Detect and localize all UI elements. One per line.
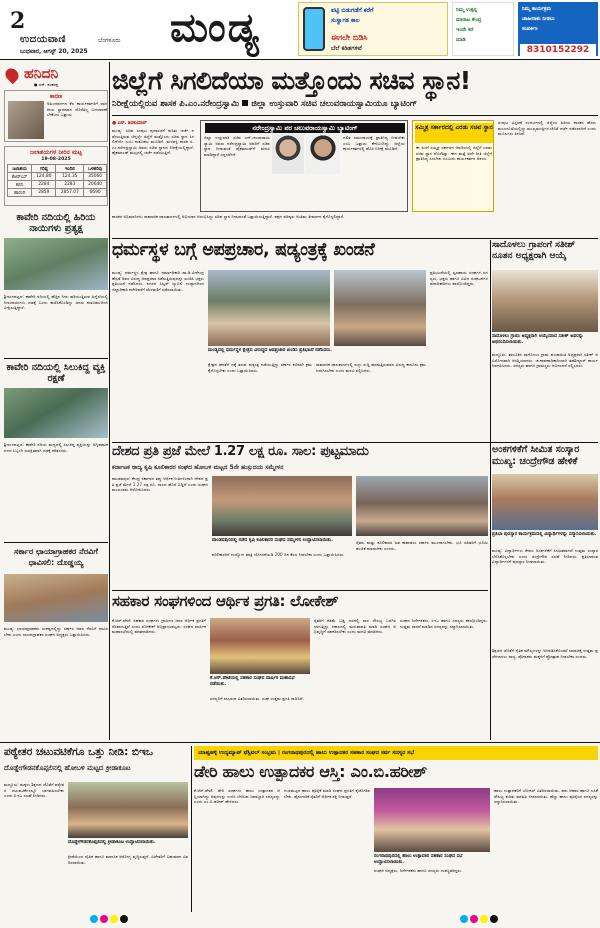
reservoir-title: ಜಲಾಶಯಗಳ ನೀರಿನ ಮಟ್ಟ	[29, 149, 83, 156]
coop-text: ರೈತರಿಗೆ ಕಡಿಮೆ ಬಡ್ಡಿ ದರದಲ್ಲಿ ಸಾಲ ಸೌಲಭ್ಯ ಒದಗಿಸಲಾಗುತ್ತಿದ್ದು ಸಕಾಲದಲ್ಲಿ ಮರುಪಾವತಿ ಮಾಡಿ ಸಂಘದ ಅಭಿವೃದ್ಧಿಗೆ ಸಹಕರಿಸಬೇಕು ಎಂದು ಮನವಿ ಮಾಡಿದರು.	[314, 618, 396, 635]
table-row	[8, 181, 107, 189]
lead-text: ಮಂಡ್ಯ: ಸಚಿವ ಸಂಪುಟ ಪುನಾರಚನೆ ಕುರಿತು ಚರ್ಚೆ ನಡೆಯುತ್ತಿರುವ ಬೆನ್ನಲ್ಲೇ ಜಿಲ್ಲೆಗೆ ಮತ್ತೊಂದು ಸಚಿವ ಸ್ಥಾನ ಸಿಗಲಿದೆಯೇ ಎಂಬ ಕುತೂಹಲ ಮೂಡಿದೆ. ಮಳವಳ್ಳಿ ಶಾಸಕ ಪಿ.ಎಂ.ನರೇಂದ್ರಸ್ವಾಮಿ ಅವರು ಸಚಿವ ಸ್ಥಾನದ ನಿರೀಕ್ಷೆಯಲ್ಲಿದ್ದಾರೆ. ಹೈಕಮಾಂಡ್ ಮಟ್ಟದಲ್ಲಿ ಚರ್ಚೆ ನಡೆಯುತ್ತಿದೆ.	[112, 128, 194, 156]
bottom-left-headline: ಪಠ್ಯೇತರ ಚಟುವಟಿಕೆಗೂ ಒತ್ತು ನೀಡಿ: ಬಿಇಒ	[4, 746, 153, 758]
paper-name: ಉದಯವಾಣಿ	[20, 34, 66, 45]
debt-caption: ಪಾಂಡವಪುರದಲ್ಲಿ ನಡೆದ ಕೃಷಿ ಕೂಲಿಕಾರರ ಸಂಘದ ಸಮ್ಮೇಳನ ಉದ್ಘಾಟಿಸಲಾಯಿತು.	[212, 538, 333, 543]
coop-text: ಸಂಘದ ನಿರ್ದೇಶಕರು, ಸಿಇಒ ಹಾಗೂ ಸದಸ್ಯರು ಪಾಲ್ಗೊಂಡಿದ್ದರು. ಉತ್ತಮ ಸಾಧನೆ ಮಾಡಿದ ಸದಸ್ಯರನ್ನು ಸನ್ಮಾನಿಸಲಾಯಿತು.	[400, 618, 488, 629]
magenta-registration-dot	[100, 915, 108, 923]
bottom-left-subheadline: ದೊಡ್ಡೇಗೌಡನಕೊಪ್ಪಲಿನಲ್ಲಿ ಹೋಬಳಿ ಮಟ್ಟದ ಕ್ರೀಡಾಕೂಟ	[4, 764, 131, 772]
ank-caption: ಪ್ರತಿಭಾ ಪುರಸ್ಕಾರ ಕಾರ್ಯಕ್ರಮದಲ್ಲಿ ವಿದ್ಯಾರ್ಥಿಗಳನ್ನು ಸನ್ಮಾನಿಸಲಾಯಿತು.	[492, 532, 597, 537]
divider	[112, 238, 598, 239]
inset-title: ಸಮ್ಮಿಶ್ರ ಸರ್ಕಾರದಲ್ಲಿ ಎರಡು ಸಚಿವ ಸ್ಥಾನ	[415, 123, 493, 143]
reservoir-box	[4, 146, 108, 206]
advert-line: ಈಗಲೇ ಬಿಡಿಸಿ	[331, 33, 368, 42]
lead-box-text: ದಲಿತ ಸಮುದಾಯಕ್ಕೆ ಪ್ರಾತಿನಿಧ್ಯ ನೀಡಬೇಕು ಎಂಬ ಒತ್ತಾಯ ಕೇಳಿಬಂದಿದ್ದು ಜಿಲ್ಲೆಯ ಕಾರ್ಯಕರ್ತರಲ್ಲಿ ಹೊಸ ನಿರೀಕ್ಷೆ ಮೂಡಿದೆ.	[343, 135, 405, 152]
coop-meeting-photo	[210, 618, 310, 674]
sadolu-headline: ಸಾದೊಳಲು ಗ್ರಾಪಂಗೆ ಸತೀಶ್ ನೂತನ ಅಧ್ಯಕ್ಷರಾಗಿ ಆಯ್ಕೆ	[492, 240, 576, 261]
magenta-registration-dot	[470, 915, 478, 923]
dharma-caption: ಮಂಡ್ಯದಲ್ಲಿ ಧರ್ಮಸ್ಥಳ ಕ್ಷೇತ್ರದ ವಿರುದ್ಧದ ಅಪಪ್ರಚಾರ ಖಂಡಿಸಿ ಪ್ರತಿಭಟನೆ ನಡೆಸಿದರು.	[208, 348, 332, 353]
table-header: ಒಳಹರಿವು	[84, 165, 107, 173]
dharma-headline: ಧರ್ಮಸ್ಥಳ ಬಗ್ಗೆ ಅಪಪ್ರಚಾರ, ಷಡ್ಯಂತ್ರಕ್ಕೆ ಖಂಡನೆ	[112, 240, 375, 260]
karana-title: ಕಾರಣ	[49, 93, 63, 100]
yellow-registration-dot	[480, 915, 488, 923]
lead-text-right: ಸಂಪುಟ ವಿಸ್ತರಣೆ ಸಂದರ್ಭದಲ್ಲಿ ಜಿಲ್ಲೆಯ ಹಿರಿಯ ಶಾಸಕರ ಹೆಸರು ಮುಂಚೂಣಿಯಲ್ಲಿದ್ದು ಮುಖ್ಯಮಂತ್ರಿಗಳ ಜೊತೆ ಚರ್ಚೆ ನಡೆಸಲಾಗಿದೆ ಎಂದು ಮೂಲಗಳು ತಿಳಿಸಿವೆ.	[498, 120, 596, 137]
debt-subheadline: ಕರ್ನಾಟಕ ರಾಜ್ಯ ಕೃಷಿ ಕೂಲಿಕಾರರ ಸಂಘದ ಹೋಬಳಿ ಮಟ್ಟದ 5ನೇ ಹುಸ್ಸುದಯ ಸಮ್ಮೇಳನ	[112, 464, 284, 471]
divider	[112, 590, 488, 591]
advert-phone	[298, 2, 448, 56]
advert-line: ಮಾಡಿ	[456, 37, 466, 43]
table-row	[8, 173, 107, 181]
cyan-registration-dot	[90, 915, 98, 923]
table-cell: 2857.07	[56, 189, 84, 197]
portrait-chaluvarayaswamy	[306, 134, 340, 174]
sidebar-story2-headline: ಕಾವೇರಿ ನದಿಯಲ್ಲಿ ಸಿಲುಕಿದ್ದ ವ್ಯಕ್ತಿ ರಕ್ಷಣೆ	[6, 362, 106, 384]
phone-icon	[303, 7, 325, 51]
table-header-row	[8, 165, 107, 173]
bottom-text: ಕ್ರೀಡೆಯಿಂದ ದೈಹಿಕ ಹಾಗೂ ಮಾನಸಿಕ ಆರೋಗ್ಯ ವೃದ್ಧಿಸುತ್ತದೆ. ವಿಜೇತರಿಗೆ ಬಹುಮಾನ ವಿತರಿಸಲಾಯಿತು.	[68, 854, 188, 865]
audience-photo	[356, 476, 488, 536]
bottom-text: ಮದ್ದೂರು: ಮಕ್ಕಳು ಶಿಕ್ಷಣದ ಜೊತೆಗೆ ಪಠ್ಯೇತರ ಚಟುವಟಿಕೆಗಳಲ್ಲೂ ಭಾಗವಹಿಸಬೇಕು ಎಂದು ಬಿಇಒ ಸಲಹೆ ನೀಡಿದರು.	[4, 782, 64, 799]
table-header: ಇಂದಿನ	[56, 165, 84, 173]
dharma-text: ಸಾಮಾಜಿಕ ಜಾಲತಾಣಗಳಲ್ಲಿ ಸುಳ್ಳು ಸುದ್ದಿ ಹರಡುತ್ತಿರುವವರ ವಿರುದ್ಧ ಕಾನೂನು ಕ್ರಮ ಜರುಗಿಸಬೇಕು ಎಂದು ಮನವಿ ಸಲ್ಲಿಸಿದರು.	[316, 362, 426, 373]
black-registration-dot	[120, 915, 128, 923]
photographers-photo	[4, 574, 108, 622]
sidebar-story3-headline: ಸರ್ಕಾರ ಛಾಯಾಗ್ರಾಹಕರ ನೆರವಿಗೆ ಧಾವಿಸಲಿ: ದೊಡ್ಡಯ್ಯ	[14, 547, 98, 567]
bottom-text: ಹಾಲು ಉತ್ಪಾದಕರಿಗೆ ಬೋನಸ್ ವಿತರಿಸಲಾಯಿತು. ಪಶು ಆಹಾರ ಹಾಗೂ ಲಸಿಕೆ ಸೌಲಭ್ಯ ಕುರಿತು ಮಾಹಿತಿ ನೀಡಲಾಯಿತು. ಹೆಚ್ಚು ಹಾಲು ಪೂರೈಸಿದ ಸದಸ್ಯರನ್ನು ಸನ್ಮಾನಿಸಲಾಯಿತು.	[494, 788, 598, 805]
lead-box-text: ಜಿಲ್ಲಾ ಉಸ್ತುವಾರಿ ಸಚಿವ ಎನ್.ಚಲುವರಾಯಸ್ವಾಮಿ ಅವರು ನರೇಂದ್ರಸ್ವಾಮಿ ಅವರಿಗೆ ಸಚಿವ ಸ್ಥಾನ ನೀಡುವಂತೆ ಹೈಕಮಾಂಡ್‌ಗೆ ಮನವಿ ಮಾಡಿದ್ದಾರೆ ಎನ್ನಲಾಗಿದೆ.	[204, 135, 270, 157]
separator-icon	[242, 100, 248, 106]
ank-text: ಮಂಡ್ಯ: ವಿದ್ಯಾರ್ಥಿಗಳು ಕೇವಲ ಅಂಕಗಳಿಕೆಗೆ ಸೀಮಿತವಾಗದೆ ಉತ್ತಮ ಸಂಸ್ಕಾರ ಬೆಳೆಸಿಕೊಳ್ಳಬೇಕು ಎಂದು ಚಂದ್ರೇಗೌಡ ಸಲಹೆ ನೀಡಿದರು. ಪ್ರತಿಭಾವಂತ ವಿದ್ಯಾರ್ಥಿಗಳಿಗೆ ಪುರಸ್ಕಾರ ನೀಡಲಾಯಿತು.	[492, 548, 598, 565]
cyan-registration-dot	[460, 915, 468, 923]
protest-photo	[208, 270, 330, 346]
print-registration-strip	[0, 912, 600, 928]
column-rule	[191, 746, 192, 912]
table-cell: 124.80	[32, 173, 56, 181]
dairy-meeting-photo	[374, 788, 490, 852]
table-header: ಜಲಾಶಯ	[8, 165, 32, 173]
divider	[4, 358, 108, 359]
advert-line: ಮಾರಾಟ ಕೇಂದ್ರ	[456, 17, 482, 23]
sidebar-story3-text: ಮಂಡ್ಯ: ಛಾಯಾಗ್ರಾಹಕರು ಸಂಕಷ್ಟದಲ್ಲಿದ್ದು ಸರ್ಕಾರ ಅವರ ನೆರವಿಗೆ ಧಾವಿಸಬೇಕು ಎಂದು ಛಾಯಾಗ್ರಾಹಕರ ಸಂಘದ ಅಧ್ಯಕ್ಷರು ಒತ್ತಾಯಿಸಿದರು.	[4, 626, 108, 637]
table-cell: 20640	[84, 181, 107, 189]
advert-line: ಜಾಹೀರಾತು ನೀಡಲು	[522, 16, 555, 22]
lead-sub-b: ಜಿಲ್ಲಾ ಉಸ್ತುವಾರಿ ಸಚಿವ ಚಲುವರಾಯಸ್ವಾಮಿಯೂ ಬ್ಯಾಟಿಂಗ್	[251, 99, 418, 109]
hani-dani-logo	[4, 64, 104, 86]
issue-date: ಬುಧವಾರ, ಆಗಸ್ಟ್ 20, 2025	[20, 48, 88, 55]
district-title: ಮಂಡ್ಯ	[170, 4, 261, 51]
yellow-registration-dot	[110, 915, 118, 923]
table-cell: ಹಾರಂಗಿ	[8, 189, 32, 197]
advert-phone-number: 8310152292	[520, 44, 596, 56]
table-cell: ಕೆಆರ್‌ಎಸ್	[8, 173, 32, 181]
water-drop-icon	[3, 66, 21, 84]
dharma-text: ಮಂಡ್ಯ: ಧರ್ಮಸ್ಥಳ ಕ್ಷೇತ್ರ ಹಾಗೂ ಧರ್ಮಾಧಿಕಾರಿ ಡಾ.ಡಿ.ವೀರೇಂದ್ರ ಹೆಗ್ಗಡೆ ಅವರ ವಿರುದ್ಧ ಅಪಪ್ರಚಾರ ನಡೆಸುತ್ತಿರುವುದನ್ನು ಖಂಡಿಸಿ ಭಕ್ತರು ಪ್ರತಿಭಟನೆ ನಡೆಸಿದರು. ನಗರದ ಸಿಲ್ವರ್ ಜ್ಯುಬಿಲಿ ಉದ್ಯಾನದಿಂದ ಜಿಲ್ಲಾಧಿಕಾರಿ ಕಚೇರಿವರೆಗೆ ಮೆರವಣಿಗೆ ನಡೆಸಲಾಯಿತು.	[112, 270, 204, 292]
karana-box	[4, 90, 108, 142]
bottom-right-headline: ಡೇರಿ ಹಾಲು ಉತ್ಪಾದಕರ ಆಸ್ತಿ: ಎಂ.ಬಿ.ಹರೀಶ್	[194, 762, 427, 781]
sadolu-text: ಮದ್ದೂರು: ತಾಲೂಕಿನ ಸಾದೊಳಲು ಗ್ರಾಮ ಪಂಚಾಯಿತಿ ಅಧ್ಯಕ್ಷರಾಗಿ ಸತೀಶ್ ಅವಿರೋಧವಾಗಿ ಆಯ್ಕೆಯಾದರು. ಚುನಾವಣಾಧಿಕಾರಿಯಾಗಿ ತಹಶೀಲ್ದಾರ್ ಕಾರ್ಯ ನಿರ್ವಹಿಸಿದರು. ಸದಸ್ಯರು ಹಾಗೂ ಗ್ರಾಮಸ್ಥರು ಅಭಿನಂದನೆ ಸಲ್ಲಿಸಿದರು.	[492, 352, 598, 369]
table-cell: 6690	[84, 189, 107, 197]
rescue-photo	[4, 388, 108, 438]
coop-headline: ಸಹಕಾರ ಸಂಘಗಳಿಂದ ಆರ್ಥಿಕ ಪ್ರಗತಿ: ಲೋಕೇಶ್	[112, 592, 339, 610]
bottom-text: ಕೆ.ಆರ್.ಪೇಟೆ: ಡೇರಿ ಸಂಘಗಳು ಹಾಲು ಉತ್ಪಾದಕರ ಆಸ್ತಿಯಾಗಿದ್ದು ಅವುಗಳನ್ನು ಉಳಿಸಿ ಬೆಳೆಸುವ ಜವಾಬ್ದಾರಿ ಸದಸ್ಯರದ್ದು ಎಂದು ಎಂ.ಬಿ.ಹರೀಶ್ ಹೇಳಿದರು.	[194, 788, 280, 805]
advert-contact	[518, 2, 598, 56]
lead-byline: ● ಎನ್. ಶಿವಕುಮಾರ್	[112, 121, 147, 126]
bottom-text: ಗುಣಮಟ್ಟದ ಹಾಲು ಪೂರೈಕೆ ಮಾಡಿ ಸಂಘದ ಪ್ರಗತಿಗೆ ಕೈಜೋಡಿಸಬೇಕು. ಹೈನುಗಾರಿಕೆ ರೈತರಿಗೆ ಆರ್ಥಿಕ ಶಕ್ತಿ ನೀಡುತ್ತದೆ.	[284, 788, 370, 799]
masthead	[0, 0, 600, 60]
sadolu-caption: ಸಾದೊಳಲು ಗ್ರಾಪಂ ಅಧ್ಯಕ್ಷರಾಗಿ ಆಯ್ಕೆಯಾದ ಸತೀಶ್ ಅವರನ್ನು ಅಭಿನಂದಿಸಲಾಯಿತು.	[492, 334, 584, 345]
bottom-ticker: ಯಾಷ್ಟಹಳ್ಳಿ ಉದ್ಯಮ್ಯಾಟ್ ಫೆಸ್ಟಿವಲ್‌ ಸಂಭ್ರಮ | ರಂಗನಾಥಪುರದಲ್ಲಿ ಹಾಲು ಉತ್ಪಾದಕರ ಸಹಕಾರ ಸಂಘದ ಸರ್ವ ಸದಸ್ಯರ ಸಭೆ	[194, 746, 598, 760]
debt-text: ಕೂಲಿಕಾರರಿಗೆ ಉದ್ಯೋಗ ಖಾತ್ರಿ ಯೋಜನೆಯಡಿ 200 ದಿನ ಕೆಲಸ ನೀಡಬೇಕು ಎಂದು ಒತ್ತಾಯಿಸಿದರು.	[212, 552, 345, 557]
felicitation-photo	[492, 270, 598, 332]
advert-sale	[452, 2, 514, 56]
coop-text: ಕೆ.ಆರ್.ಪೇಟೆ: ಸಹಕಾರ ಸಂಘಗಳು ಗ್ರಾಮೀಣ ಜನರ ಆರ್ಥಿಕ ಪ್ರಗತಿಗೆ ನೆರವಾಗುತ್ತಿವೆ ಎಂದು ಲೋಕೇಶ್ ಅಭಿಪ್ರಾಯಪಟ್ಟರು. ಸಂಘದ ವಾರ್ಷಿಕ ಮಹಾಸಭೆಯಲ್ಲಿ ಮಾತನಾಡಿದರು.	[112, 618, 206, 635]
students-photo	[492, 474, 598, 530]
divider	[112, 442, 598, 443]
advert-line: ಬೆಲೆ ಕಡಿತಗಳಿವೆ	[331, 45, 362, 52]
protest-photo-2	[334, 270, 426, 346]
debt-text: ಪಾಂಡವಪುರ: ಕೇಂದ್ರ ಸರ್ಕಾರದ ತಪ್ಪು ಆರ್ಥಿಕ ನೀತಿಗಳಿಂದಾಗಿ ದೇಶದ ಪ್ರತಿ ಪ್ರಜೆ ಮೇಲೆ 1.27 ಲಕ್ಷ ರೂ. ಸಾಲದ ಹೊರೆ ಬಿದ್ದಿದೆ ಎಂದು ಸಂಘದ ಮುಖಂಡರು ಆರೋಪಿಸಿದರು.	[112, 476, 208, 493]
column-rule	[109, 62, 110, 740]
cartoon-image	[8, 101, 44, 139]
lead-headline: ಜಿಲ್ಲೆಗೆ ಸಿಗಲಿದೆಯಾ ಮತ್ತೊಂದು ಸಚಿವ ಸ್ಥಾನ!	[112, 66, 471, 95]
divider	[112, 115, 598, 116]
sports-photo	[68, 782, 188, 838]
ank-text: ಶಿಕ್ಷಣದ ಜೊತೆಗೆ ನೈತಿಕ ಮೌಲ್ಯಗಳನ್ನು ಅಳವಡಿಸಿಕೊಂಡರೆ ಸಮಾಜಕ್ಕೆ ಉತ್ತಮ ಪ್ರಜೆಗಳಾಗಲು ಸಾಧ್ಯ. ಪೋಷಕರು ಮಕ್ಕಳಿಗೆ ಪ್ರೋತ್ಸಾಹ ನೀಡಬೇಕು ಎಂದರು.	[492, 648, 598, 659]
column-rule	[490, 240, 491, 740]
lead-inset-box	[200, 120, 408, 212]
lead-text-bottom: ಶಾಸಕರ ಅಭಿಮಾನಿಗಳು ಸಾಮಾಜಿಕ ಜಾಲತಾಣಗಳಲ್ಲಿ ಅಭಿಯಾನ ಆರಂಭಿಸಿದ್ದು ಸಚಿವ ಸ್ಥಾನ ನೀಡುವಂತೆ ಒತ್ತಾಯಿಸುತ್ತಿದ್ದಾರೆ. ಪಕ್ಷದ ವರಿಷ್ಠರು ಅಂತಿಮ ತೀರ್ಮಾನ ಕೈಗೊಳ್ಳಲಿದ್ದಾರೆ.	[112, 214, 345, 219]
karana-text: ಅಹಿಂದವರ್ಗದ ಕೆಲ ಕಾರ್ಯಕರ್ತರಿಗೆ ರಾಜಕೀಯ ಸ್ಥಾನಮಾನ ದೊರೆತಿಲ್ಲ ಬದಲಾವಣೆ ಬೇಕೆಂದು ಒತ್ತಾಯ	[47, 101, 107, 118]
sidebar-story1-headline: ಕಾವೇರಿ ನದಿಯಲ್ಲಿ ಹಿರಿಯ ನಾಯಿಗಳು ಪ್ರತ್ಯಕ್ಷ	[16, 212, 96, 234]
reservoir-table	[7, 164, 107, 197]
conference-photo	[212, 476, 352, 536]
advert-line: ಸಂಪರ್ಕಿಸಿ	[522, 26, 538, 32]
table-cell: 2283	[56, 181, 84, 189]
advert-line: ಇಂದೇ ಕರೆ	[456, 27, 474, 33]
left-sidebar	[4, 62, 108, 822]
table-cell: 2859	[32, 189, 56, 197]
hani-dani-byline: ● ಎನ್. ಶಂಕರಪ್ಪ	[34, 82, 59, 87]
lead-column	[112, 120, 194, 210]
sidebar-story2-text: ಶ್ರೀರಂಗಪಟ್ಟಣ: ಕಾವೇರಿ ನದಿಯ ಮಧ್ಯದಲ್ಲಿ ಸಿಲುಕಿದ್ದ ವ್ಯಕ್ತಿಯನ್ನು ಅಗ್ನಿಶಾಮಕ ದಳದ ಸಿಬ್ಬಂದಿ ಸುರಕ್ಷಿತವಾಗಿ ದಡಕ್ಕೆ ಕರೆತಂದರು.	[4, 442, 108, 453]
bottom-text: ಸಂಘದ ಅಧ್ಯಕ್ಷರು, ನಿರ್ದೇಶಕರು ಹಾಗೂ ಸದಸ್ಯರು ಉಪಸ್ಥಿತರಿದ್ದರು.	[374, 868, 463, 873]
reservoir-date: 19-08-2025	[41, 157, 71, 162]
coalition-inset-box	[412, 120, 494, 212]
lead-sub-a: ನಿರೀಕ್ಷೆಯಲ್ಲಿರುವ ಶಾಸಕ ಪಿ.ಎಂ.ನರೇಂದ್ರಸ್ವಾಮಿ	[112, 99, 240, 109]
table-cell: 124.35	[56, 173, 84, 181]
table-cell: 2284	[32, 181, 56, 189]
advert-line: ಪಟ್ಟಿ ಬಿಡುಗಡೆಗೆ ಕರೆಗೆ	[331, 7, 374, 14]
bottom-caption: ರಂಗನಾಥಪುರದಲ್ಲಿ ಹಾಲು ಉತ್ಪಾದಕರ ಸಹಕಾರ ಸಂಘದ ಸಭೆ ಉದ್ಘಾಟಿಸಲಾಯಿತು.	[374, 854, 463, 865]
page-number: 2	[10, 8, 26, 34]
coop-text: ಸದಸ್ಯರಿಗೆ ಲಾಭಾಂಶ ವಿತರಿಸಲಾಯಿತು. ಸಂಘ ಉತ್ತಮ ಪ್ರಗತಿ ಸಾಧಿಸಿದೆ.	[210, 696, 304, 701]
table-row	[8, 189, 107, 197]
portrait-narendraswamy	[272, 134, 304, 174]
dharma-text: ಕ್ಷೇತ್ರದ ಘನತೆಗೆ ಧಕ್ಕೆ ತರುವ ಷಡ್ಯಂತ್ರ ನಡೆಯುತ್ತಿದ್ದು ಸರ್ಕಾರ ಕೂಡಲೇ ಕ್ರಮ ಕೈಗೊಳ್ಳಬೇಕು ಎಂದು ಒತ್ತಾಯಿಸಿದರು.	[208, 362, 312, 373]
table-cell: ಕಬಿನಿ	[8, 181, 32, 189]
inset-text: ಈ ಹಿಂದೆ ಸಮ್ಮಿಶ್ರ ಸರ್ಕಾರದ ಅವಧಿಯಲ್ಲಿ ಜಿಲ್ಲೆಗೆ ಎರಡು ಸಚಿವ ಸ್ಥಾನ ದೊರೆತಿತ್ತು. ಈಗ ಮತ್ತೆ ಅದೇ ರೀತಿ ಜಿಲ್ಲೆಗೆ ಪ್ರಾತಿನಿಧ್ಯ ಸಿಗಬೇಕು ಎಂಬುದು ಕಾರ್ಯಕರ್ತರ ಆಶಯ.	[416, 145, 492, 162]
lead-subheadline	[112, 99, 598, 113]
lead-box-title: ನರೇಂದ್ರಸ್ವಾಮಿ ಪರ ಚಲುವರಾಯಸ್ವಾಮಿ ಬ್ಯಾಟಿಂಗ್	[205, 123, 405, 133]
table-header: ಗರಿಷ್ಠ	[32, 165, 56, 173]
debt-text: ರೈತರು ಮತ್ತು ಕೂಲಿಕಾರರ ಹಿತ ಕಾಪಾಡಲು ಸರ್ಕಾರ ಮುಂದಾಗಬೇಕು. ಭೂ ರಹಿತರಿಗೆ ಭೂಮಿ ಹಂಚಿಕೆ ಮಾಡಬೇಕು ಎಂದರು.	[356, 540, 488, 551]
paper-city: ಬೆಂಗಳೂರು	[98, 37, 121, 44]
advert-line: ನಿಮ್ಮ ಉತ್ಪನ್ನ	[456, 7, 478, 13]
advert-line: ನಿಮ್ಮ ಕಾರ್ಯಕ್ರಮ	[522, 6, 552, 12]
coop-caption: ಕೆ.ಆರ್.ಪೇಟೆಯಲ್ಲಿ ಸಹಕಾರ ಸಂಘದ ವಾರ್ಷಿಕ ಮಹಾಸಭೆ ನಡೆಯಿತು.	[210, 676, 295, 687]
advert-line: ಸುಸ್ವಾಗತ ಕಾಲ	[331, 17, 360, 24]
dharma-text: ಪ್ರತಿಭಟನೆಯಲ್ಲಿ ಸ್ವಸಹಾಯ ಸಂಘಗಳ ಸದಸ್ಯರು, ಭಕ್ತರು ಹಾಗೂ ವಿವಿಧ ಸಂಘಟನೆಗಳ ಪದಾಧಿಕಾರಿಗಳು ಪಾಲ್ಗೊಂಡಿದ್ದರು.	[430, 270, 488, 287]
hani-dani-title: ಹನಿದನಿ	[24, 66, 59, 82]
debt-headline: ದೇಶದ ಪ್ರತಿ ಪ್ರಜೆ ಮೇಲೆ 1.27 ಲಕ್ಷ ರೂ. ಸಾಲ: ಪುಟ್ಟಮಾದು	[112, 444, 369, 459]
ank-headline: ಅಂಕಗಳಿಕೆಗೆ ಸೀಮಿತ ಸಂಸ್ಕಾರ ಮುಖ್ಯ: ಚಂದ್ರೇಗೌಡ ಹೇಳಿಕೆ	[492, 444, 580, 467]
bottom-caption: ದೊಡ್ಡೇಗೌಡನಕೊಪ್ಪಲಿನಲ್ಲಿ ಕ್ರೀಡಾಕೂಟ ಉದ್ಘಾಟಿಸಲಾಯಿತು.	[68, 840, 156, 845]
table-cell: 35060	[84, 173, 107, 181]
sidebar-story1-text: ಶ್ರೀರಂಗಪಟ್ಟಣ: ಕಾವೇರಿ ನದಿಯಲ್ಲಿ ಹೆಚ್ಚಿನ ನೀರು ಹರಿಯುತ್ತಿರುವ ಹಿನ್ನೆಲೆಯಲ್ಲಿ ನೀರುನಾಯಿಗಳು ದಡಕ್ಕೆ ಬಂದು ಕಾಣಿಸಿಕೊಂಡಿದ್ದು ಜನರು ಕುತೂಹಲದಿಂದ ವೀಕ್ಷಿಸುತ್ತಿದ್ದಾರೆ.	[4, 294, 108, 311]
river-photo	[4, 238, 108, 290]
black-registration-dot	[490, 915, 498, 923]
divider	[4, 542, 108, 543]
